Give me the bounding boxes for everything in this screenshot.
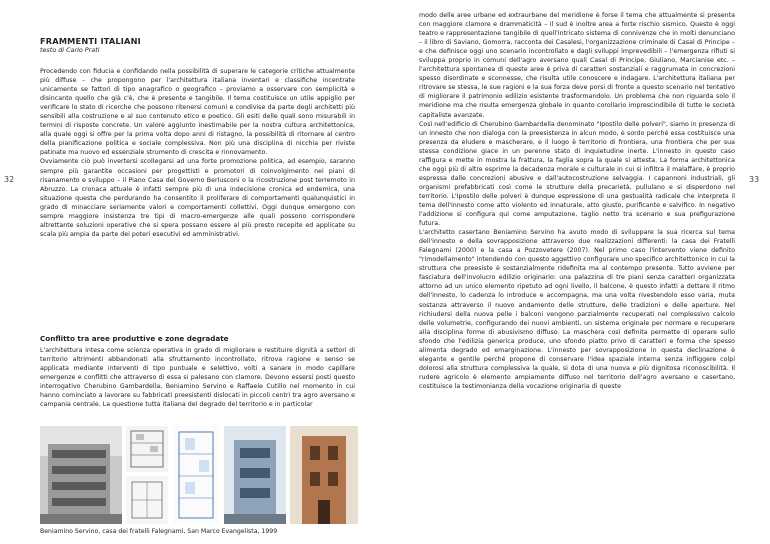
section-body-text (40, 346, 355, 409)
building-photo-brick (290, 426, 358, 524)
section-title: Conflitto tra aree produttive e zone degradate (40, 334, 229, 343)
article-title: FRAMMENTI ITALIANI (40, 36, 141, 46)
building-photo-grey (40, 426, 122, 524)
paragraph: Ovviamente ciò può invertersi scollegarsi ad una forte promozione politica, ad esempio, saranno sempre più garantite occasioni per progettisti e promotori di coinvolgimento nei piani di risanamento e sviluppo – il Piano Casa del Governo Berlusconi o la ricostruzione post terremoto in Abruzzo. La cronaca attuale è infatti sempre più di una indecisione cronica ed endemica, una situazione questa che perdurando ha consentito il proliferare di comportamenti qualunquistici in grado di minacciare seriamente valori e comportamenti collettivi. Oggi dunque emergono con sempre maggiore insistenza tre tipi di macro-emergenze alle quali possono corrispondere altrettante soluzioni operative che si spera possano essere al più presto recepite ed applicate su scala più ampia da parte dei poteri esecutivi ed amministrativi. (40, 158, 355, 238)
right-body-text (419, 11, 735, 391)
building-plan-drawing (126, 476, 168, 524)
paragraph: Procedendo con fiducia e confidando nella possibilità di superare le categorie critiche attualmente più diffuse – che propongono per l'architettura italiana inventari e classifiche incentrate unicamente se fattori di tipo anagrafico o geografico – proviamo a osservare con semplicità e disincanto quello che già c'è, che è presente e tangibile. Il tema costituisce un utile appiglio per verificare lo stato di ricerche che possono ritenersi comuni e condivise da parte degli architetti più sensibili alla costruzione e al suo contenuto etico e poetico. Gli esiti delle quali sono misurabili in termini di risposte concrete. Un valore aggiunto inestimabile per la nostra cultura architettonica, alla quale oggi si offre per la prima volta dopo anni di ristagno, la possibilità di ritornare al centro della pianificazione politica e sociale complessiva. Non più una disciplina di nicchia per riviste patinate ma nuovo ed essenziale strumento di crescita e rinnovamento. (40, 68, 355, 157)
building-section-drawing (126, 426, 168, 472)
paragraph: Così nell'edificio di Cherubino Gambardella denominato "Ipostilo delle polveri", siamo in presenza di un innesto che non dialoga con la preesistenza in alcun modo, è sordo perché essa costituisce una presenza da eludere e mascherare, e il luogo è territorio di frontiera, una frontiera che per sua stessa condizione giace in un perenne stato di inquietudine inerte. L'innesto in questo caso raffigura e mette in mostra la frattura, la faglia sopra la quale si attesta. La forma architettonica che oggi più di altre esprime la decadenza morale e culturale in cui si infiltra il malaffare, è proprio espressa dalle concrezioni abusive e dall'autocostruzione selvaggia. I capannoni industriali, gli organismi prefabbricati così come le strutture della precarietà, pullulano e si disperdono nel territorio. L'Ipostilo delle polveri è dunque espressione di una gestualità radicale che interpreta il tema dell'innesto come atto violento ed innaturale, atto giusto, purificante e salvifico. In negativo l'addizione si configura qui come amputazione, taglio netto tra scenario e sua prefigurazione futura. (419, 120, 735, 228)
paragraph: modo delle aree urbane ed extraurbane del meridione è forse il tema che attualmente si presenta con maggiore clamore e drammaticità – il sud è inoltre area a forte rischio sismico. Questo è oggi teatro e rappresentazione tangibile di quell'intricato sistema di connivenze che in molti denunciano – il libro di Saviano, Gomorra, racconta dei Casalesi, l'organizzazione criminale di Casal di Principe – e che definisce oggi uno scenario incontrollato e dagli sviluppi imprevedibili – l'emergenza rifiuti si sviluppa proprio in comuni dell'agro aversano quali Casal di Principe, Giuliano, Marcianise etc. – l'architettura spontanea di queste aree è priva di caratteri sostanziali e raggrumata in concrezioni spesso disordinate e sconnesse, che risulta utile conoscere e indagare. L'architettura italiana per ritrovare se stessa, le sue ragioni e la sua forza deve porsi di fronte a questo scenario nel tentativo di migliorare il patrimonio edilizio esistente trasformandolo. Un problema che non riguarda solo il meridione ma che risulta emergenza globale in quanto corollario imprescindibile di tutte le società capitaliste avanzate. (419, 12, 735, 119)
right-page (385, 0, 770, 544)
photo-strip (40, 426, 358, 524)
paragraph: L'architetto casertano Beniamino Servino ha avuto modo di sviluppare la sua ricerca sul tema dell'innesto e della sovrapposizione attraverso due realizzazioni differenti: la casa dei Fratelli Falegnami (2000) e la casa a Pozzovetere (2007). Nel primo caso l'intervento viene definito "rimodellamento" intendendo con questo aggettivo configurare uno specifico architettonico in cui la struttura che preesiste è sostanzialmente ridefinita ma al contempo presente. Tutto avviene per fasciatura dell'involucro edilizio originario: una palazzina di tre piani senza caratteri organizzata attorno ad un unico elemento ripetuto ad ogni livello, il balcone, è questo infatti a dettare il ritmo dell'innesto, lo cadenza lo introduce e accompagna, ma una volta rivestendolo esso varia, muta sostanza attraverso il nuovo andamento delle strutture, delle tradizioni e delle aperture. Nel richiudersi della nuova pelle i balconi vengono parzialmente recuperati nel complessivo calcolo delle volumetrie, configurando dei nuovi ambienti, un sistema originale per normare e recuperare alla disciplina forme di abusivismo diffuso. La maschera così definita permette di operare sullo sfondo che l'edilizia generica produce, uno sfondo piatto privo di caratteri e forma che spesso alimenta degrado ed emarginazione. L'innesto per sovrapposizione in questa declinazione è elegante e gentile perché propone di conservare l'idea spaziale interna senza infliggere colpi dolorosi alla struttura complessiva la quale, si dota di una nuova e più dignitosa riconoscibilità. Il rudere agricolo è elemento ampiamente diffuso nel territorio dell'agro aversano e casertano, costituisce la testimonianza della vocazione originaria di queste (419, 229, 735, 390)
page-number-right: 33 (749, 175, 760, 184)
building-facade-drawing (173, 426, 219, 524)
building-photo-blue (224, 426, 286, 524)
left-body-text (40, 67, 355, 239)
article-author: testo di Carlo Prati (40, 46, 100, 54)
photo-caption: Beniamino Servino, casa dei fratelli Falegnami, San Marco Evangelista, 1999 (40, 528, 278, 535)
page-number-left: 32 (4, 175, 15, 184)
paragraph: L'architettura intesa come scienza operativa in grado di migliorare e restituire dignità a settori di territorio altrimenti abbandonati alla sfruttamento incontrollato, ritrova ragione e senso se applicata mediante interventi di tipo puntuale e selettivo, volti a sanare in modo capillare emergenze e conflitti che attraverso di essa si palesano con clamore. Devono essersi posti questo interrogativo Cherubino Gambardella, Beniamino Servino e Raffaele Cutillo nel momento in cui hanno cominciato a lavorare su fabbricati preesistenti dislocati in piccoli centri tra agro aversano e campania centrale. La questione tutta italiana del degrado del territorio e in particolar (40, 347, 355, 409)
